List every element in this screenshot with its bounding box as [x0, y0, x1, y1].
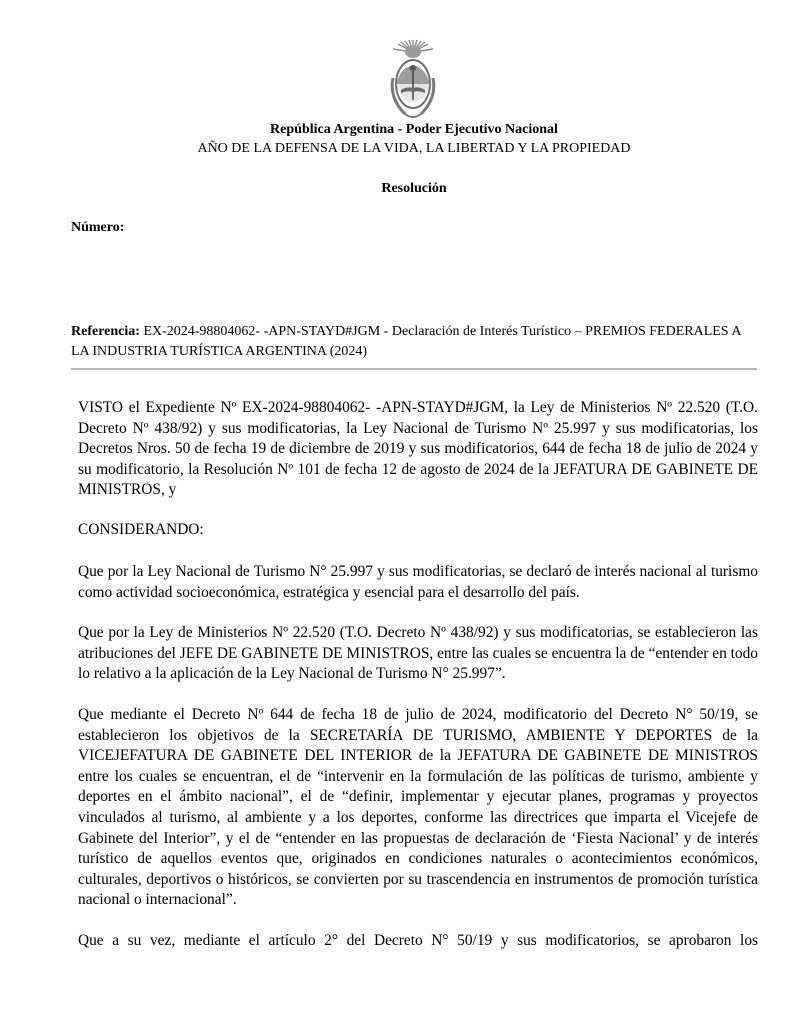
paragraph-articulo-2-text: Que a su vez, mediante el artículo 2° del Decreto N° 50/19 y sus modificatorios, se aprobaron los [78, 932, 758, 949]
paragraph-decreto-644: Que mediante el Decreto Nº 644 de fecha 18 de julio de 2024, modificatorio del Decreto N° 50/19, se establecieron los objetivos de la SECRETARÍA DE TURISMO, AMBIENTE Y DEPORTES de la VICEJEFATURA DE GABINETE DEL INTERIOR de la JEFATURA DE GABINETE DE MINISTROS entre los cuales se encuentran, el de “intervenir en la formulación de las políticas de turismo, ambiente y deportes en el ámbito nacional”, el de “definir, implementar y ejecutar planes, programas y proyectos vinculados al turismo, al ambiente y a los deportes, conforme las directrices que imparta el Vicejefe de Gabinete del Interior”, y el de “entender en las propuestas de declaración de ‘Fiesta Nacional’ y de interés turístico de aquellos eventos que, originados en condiciones naturales o acontecimientos económicos, culturales, deportivos o históricos, se convierten por su trascendencia en instrumentos de promoción turística nacional o internacional”. [78, 706, 758, 909]
argentine-coat-of-arms-icon [383, 38, 443, 122]
reference-text: EX-2024-98804062- -APN-STAYD#JGM - Declaración de Interés Turístico – PREMIOS FEDERALES A LA INDUSTRIA TURÍSTICA ARGENTINA (2024) [71, 324, 741, 359]
separator-line [71, 368, 757, 370]
considerando-heading: CONSIDERANDO: [78, 521, 204, 538]
document-type-title: Resolución [381, 181, 447, 196]
paragraph-ley-ministerios: Que por la Ley de Ministerios Nº 22.520 (T.O. Decreto Nº 438/92) y sus modificatorias, se establecieron las atribuciones del JEFE DE GABINETE DE MINISTROS, entre las cuales se encuentra la de “entender en todo lo relativo a la aplicación de la Ley Nacional de Turismo N° 25.997”. [78, 624, 758, 683]
reference-block [71, 322, 761, 362]
visto-paragraph: VISTO el Expediente Nº EX-2024-98804062- -APN-STAYD#JGM, la Ley de Ministerios Nº 22.520 (T.O. Decreto Nº 438/92) y sus modificatorias, la Ley Nacional de Turismo Nº 25.997 y sus modificatorias, los Decretos Nros. 50 de fecha 19 de diciembre de 2019 y sus modificatorios, 644 de fecha 18 de julio de 2024 y su modificatorio, la Resolución Nº 101 de fecha 12 de agosto de 2024 de la JEFATURA DE GABINETE DE MINISTROS, y [78, 399, 758, 499]
year-motto: AÑO DE LA DEFENSA DE LA VIDA, LA LIBERTAD Y LA PROPIEDAD [197, 141, 631, 156]
issuer-title: República Argentina - Poder Ejecutivo Nacional [270, 122, 558, 137]
number-label: Número: [71, 220, 125, 235]
paragraph-ley-turismo: Que por la Ley Nacional de Turismo N° 25.997 y sus modificatorias, se declaró de interés nacional al turismo como actividad socioeconómica, estratégica y esencial para el desarrollo del país. [78, 563, 758, 601]
paragraph-articulo-2 [78, 931, 758, 955]
reference-label: Referencia: [71, 324, 140, 339]
